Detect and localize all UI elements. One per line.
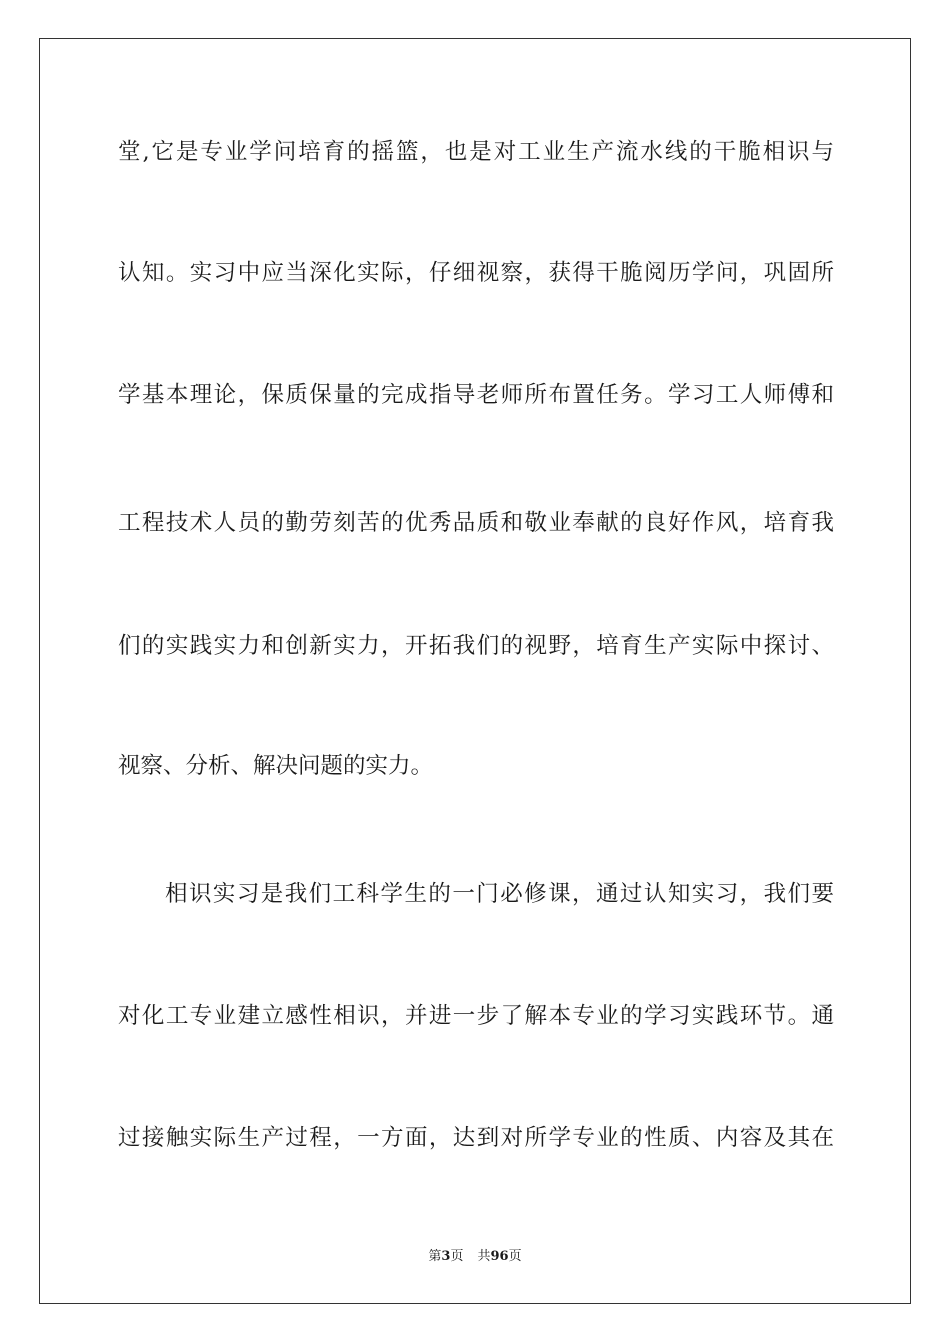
text-line: 过接触实际生产过程，一方面，达到对所学专业的性质、内容及其在	[118, 1125, 834, 1151]
page-footer	[0, 1248, 950, 1266]
text-line: 视察、分析、解决问题的实力。	[118, 753, 434, 779]
text-line: 堂,它是专业学问培育的摇篮，也是对工业生产流水线的干脆相识与	[118, 139, 834, 165]
text-line: 对化工专业建立感性相识，并进一步了解本专业的学习实践环节。通	[118, 1003, 834, 1029]
page-prefix: 第	[428, 1249, 442, 1264]
text-line: 们的实践实力和创新实力，开拓我们的视野，培育生产实际中探讨、	[118, 633, 834, 659]
total-suffix: 页	[508, 1249, 522, 1264]
total-prefix: 共	[477, 1249, 491, 1264]
page-suffix: 页	[450, 1249, 464, 1264]
paragraph-first-line: 相识实习是我们工科学生的一门必修课，通过认知实习，我们要	[165, 881, 834, 907]
page-border	[39, 38, 911, 1304]
page-total-number: 96	[490, 1249, 509, 1264]
text-line: 认知。实习中应当深化实际，仔细视察，获得干脆阅历学问，巩固所	[118, 260, 834, 286]
text-line: 工程技术人员的勤劳刻苦的优秀品质和敬业奉献的良好作风，培育我	[118, 510, 834, 536]
page-current-number: 3	[441, 1249, 451, 1264]
text-line: 学基本理论，保质保量的完成指导老师所布置任务。学习工人师傅和	[118, 382, 834, 408]
